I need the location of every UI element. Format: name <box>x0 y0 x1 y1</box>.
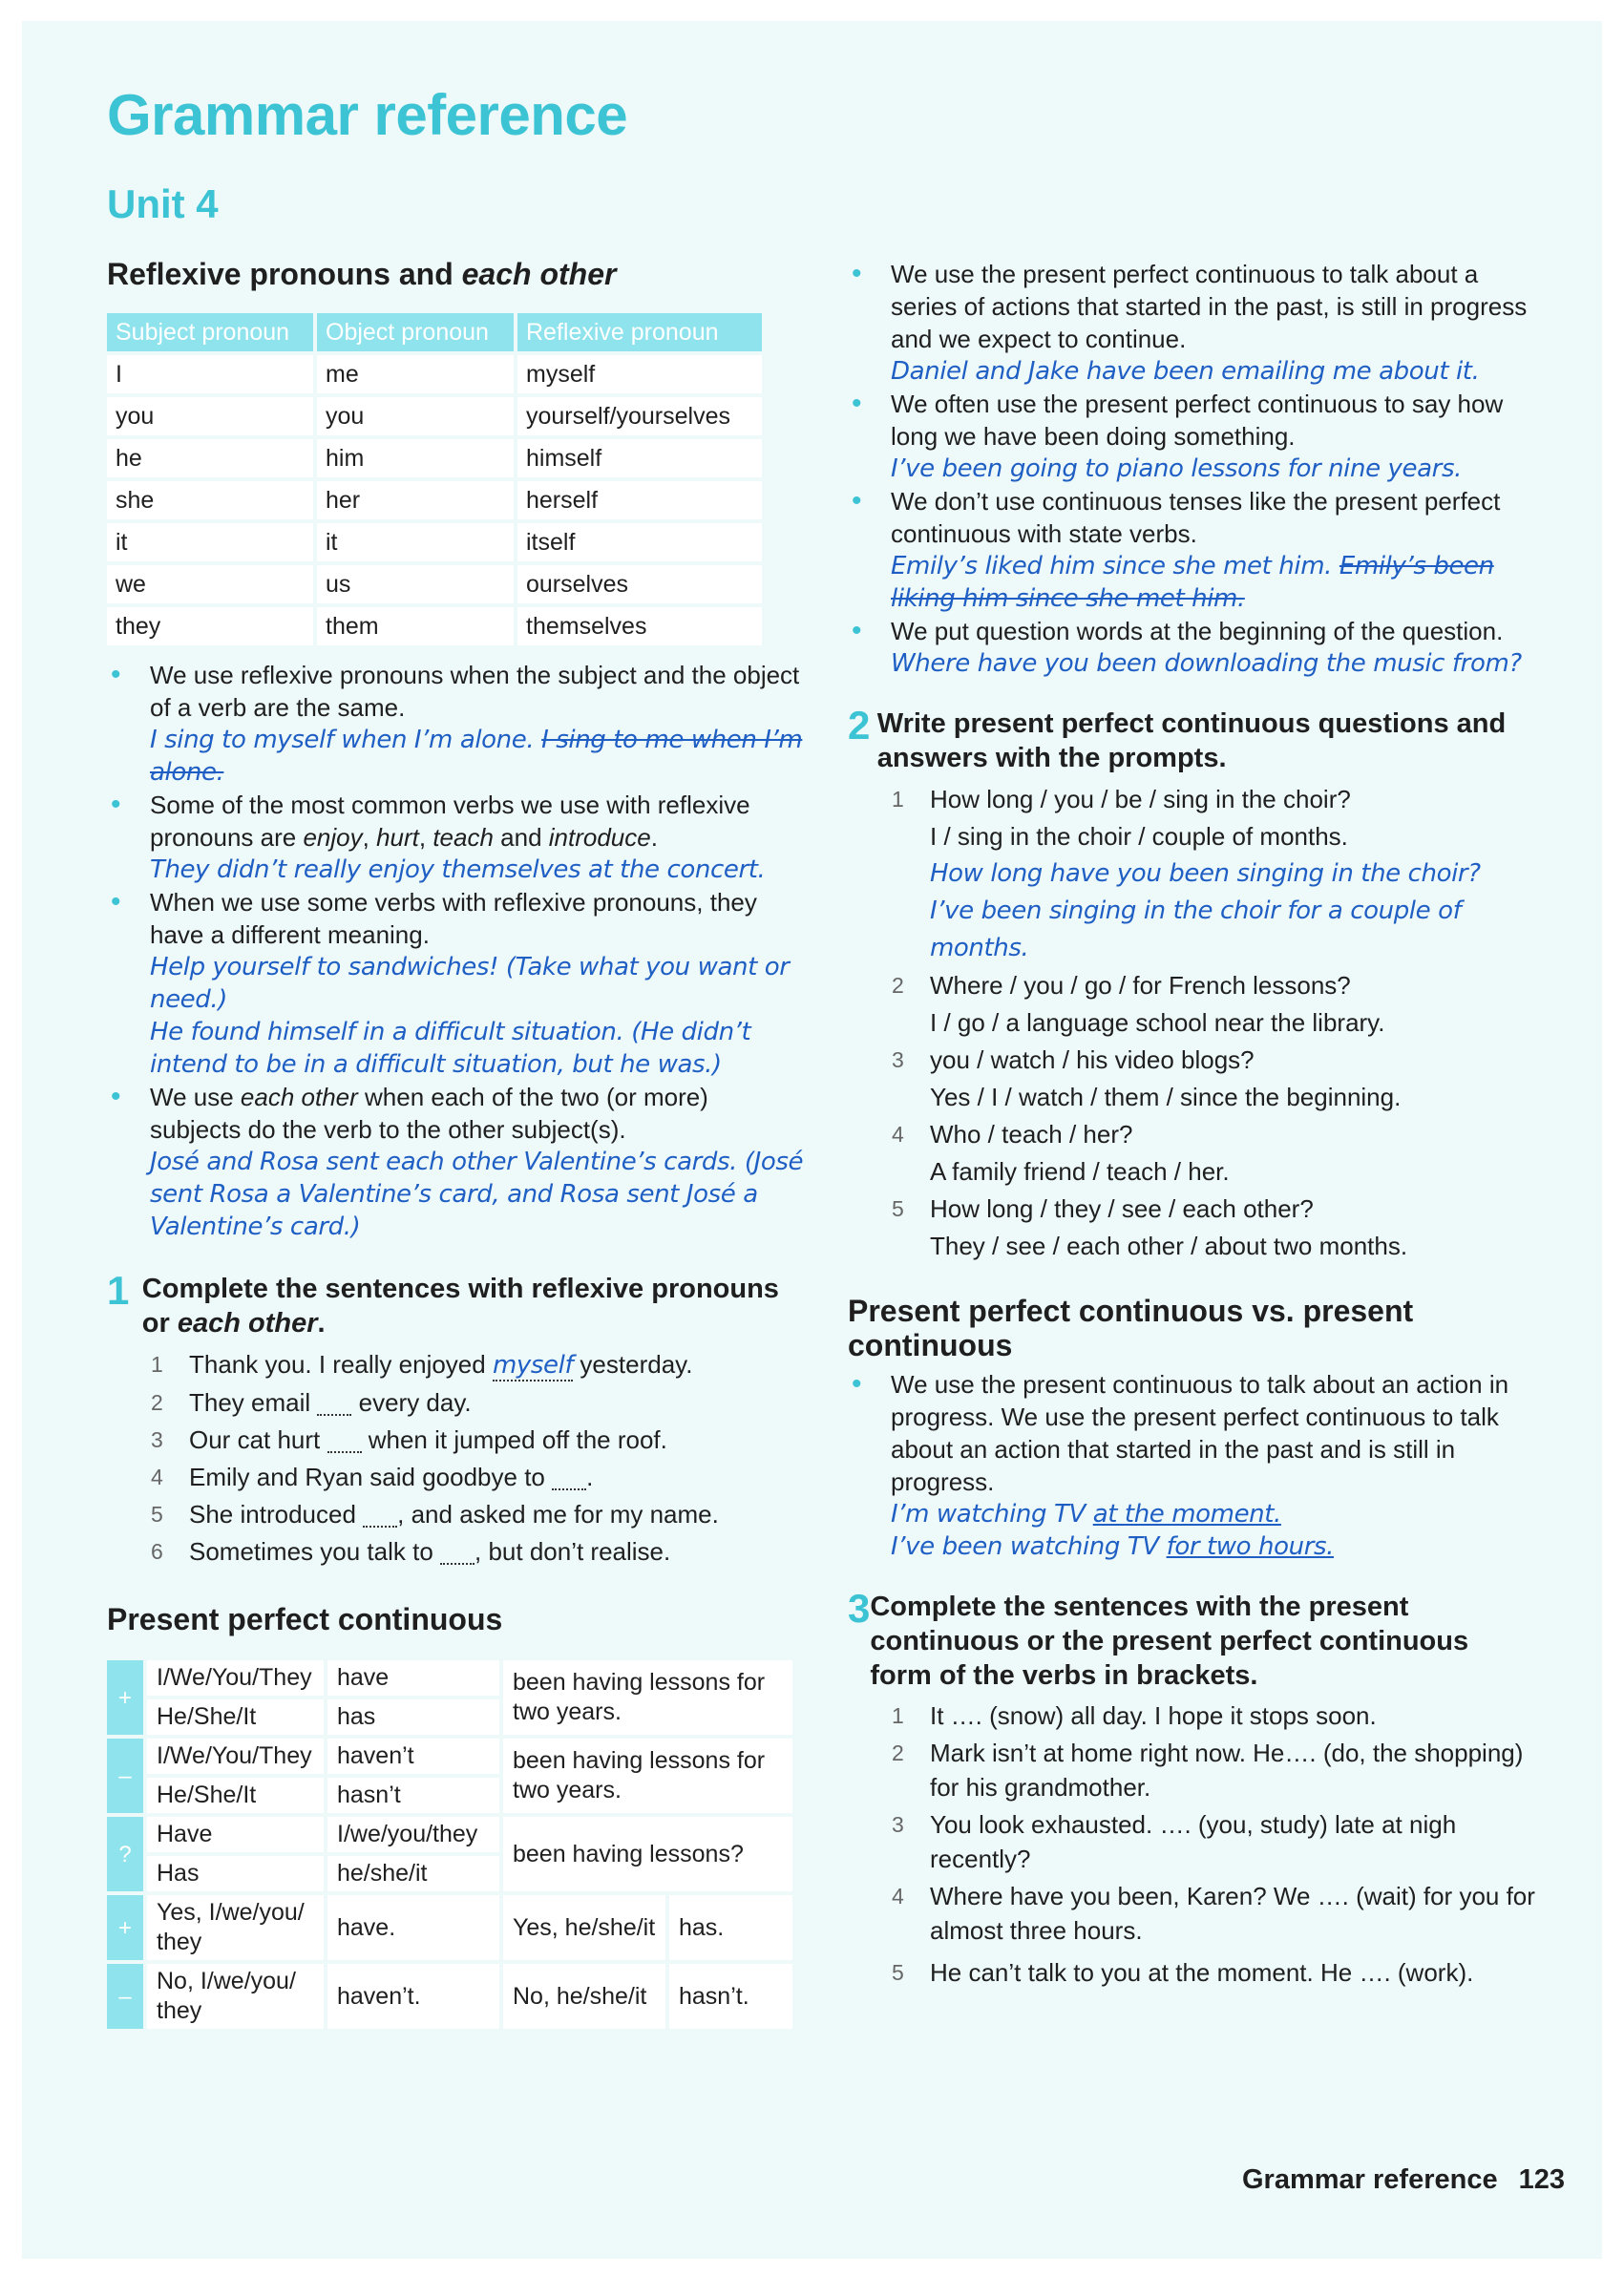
th-object: Object pronoun <box>317 313 514 351</box>
exercise-3-items <box>892 1698 1535 1990</box>
page-number: 123 <box>1518 2164 1565 2195</box>
list-item: 3 you / watch / his video blogs? Yes / I / watch / them / since the beginning. <box>892 1045 1402 1111</box>
list-item: 2 Mark isn’t at home right now. He…. (do, the shopping) for his grandmother. <box>892 1739 1524 1802</box>
exercise-number: 3 <box>848 1586 871 1631</box>
list-item: 3 Our cat hurt when it jumped off the roof. <box>151 1425 667 1454</box>
list-item: 1 Thank you. I really enjoyed myself yesterday. <box>151 1350 693 1380</box>
answer-blank <box>327 1430 362 1453</box>
list-item: • We don’t use continuous tenses like the present perfect continuous with state verbs. Emily’s liked him since she met him. Emily’s been liking him since she met him. <box>848 485 1535 615</box>
list-item: 1 It …. (snow) all day. I hope it stops soon. <box>892 1701 1377 1730</box>
table-row: they them themselves <box>107 607 762 645</box>
page-title: Grammar reference <box>107 83 628 147</box>
list-item: • We often use the present perfect continuous to say how long we have been doing something. I’ve been going to piano lessons for nine years. <box>848 388 1535 485</box>
table-row: + I/We/You/They have been having lessons for two years. <box>107 1660 792 1696</box>
ppc-notes <box>848 258 1535 680</box>
list-item: • We use reflexive pronouns when the subject and the object of a verb are the same. I sing to myself when I’m alone. I sing to me when I’m alone. <box>107 659 804 789</box>
example: José and Rosa sent each other Valentine’s cards. (José sent Rosa a Valentine’s card, and Rosa sent José a Valentine’s card.) <box>150 1148 804 1241</box>
exercise-2-items <box>892 781 1535 1265</box>
list-item: • When we use some verbs with reflexive pronouns, they have a different meaning. Help yourself to sandwiches! (Take what you want or need.) He found himself in a difficult situation. (He didn’t intend to be in a difficult situation, but he was.) <box>107 886 804 1081</box>
example: Where have you been downloading the music from? <box>891 649 1522 678</box>
list-item: 4 Where have you been, Karen? We …. (wait) for you for almost three hours. <box>892 1882 1535 1945</box>
table-row: He/She/It hasn’t <box>107 1778 792 1813</box>
list-item: 6 Sometimes you talk to , but don’t realise. <box>151 1537 671 1566</box>
table-row: we us ourselves <box>107 565 762 603</box>
example: I’ve been watching TV for two hours. <box>891 1532 1335 1561</box>
page-footer <box>1242 2164 1565 2196</box>
example: They didn’t really enjoy themselves at the concert. <box>150 855 766 884</box>
answer-blank <box>552 1467 586 1490</box>
list-item: • We use the present perfect continuous to talk about a series of actions that started in the past, is still in progress and we expect to continue. Daniel and Jake have been emailing me about it. <box>848 258 1535 388</box>
unit-heading: Unit 4 <box>107 181 219 226</box>
incorrect-example: I sing to me when I’m alone. <box>150 726 803 787</box>
example: He found himself in a difficult situation. (He didn’t intend to be in a difficult situation, but he was.) <box>150 1018 751 1079</box>
table-row: she her herself <box>107 481 762 519</box>
exercise-1-items <box>151 1346 804 1571</box>
affirmative-symbol: + <box>107 1660 143 1735</box>
question-symbol: ? <box>107 1817 143 1891</box>
answer-blank <box>363 1505 397 1528</box>
table-row: I me myself <box>107 355 762 393</box>
list-item: 2 They email every day. <box>151 1388 472 1417</box>
incorrect-example: Emily’s been liking him since she met him. <box>891 552 1494 613</box>
exercise-1 <box>107 1268 804 1340</box>
table-row: Has he/she/it <box>107 1856 792 1891</box>
answer-blank <box>440 1542 475 1565</box>
table-row: ? Have I/we/you/they been having lessons? <box>107 1817 792 1852</box>
example: Help yourself to sandwiches! (Take what you want or need.) <box>150 953 790 1014</box>
answer-blank: myself <box>492 1351 574 1380</box>
th-subject: Subject pronoun <box>107 313 313 351</box>
vs-heading: Present perfect continuous vs. present continuous <box>848 1294 1414 1362</box>
left-column <box>107 258 804 2033</box>
list-item: • We use the present continuous to talk about an action in progress. We use the present perfect continuous to talk about an action that started in the past and is still in progress. I’m watching TV at the moment. I’ve been watching TV for two hours. <box>848 1368 1535 1563</box>
negative-symbol: – <box>107 1739 143 1813</box>
short-answer-no-symbol: – <box>107 1964 143 2029</box>
list-item: 3 You look exhausted. …. (you, study) late at nigh recently? <box>892 1810 1457 1873</box>
th-reflexive: Reflexive pronoun <box>517 313 762 351</box>
exercise-3 <box>848 1586 1535 1693</box>
pronoun-table <box>103 309 766 649</box>
exercise-instruction: Write present perfect continuous questions and answers with the prompts. <box>876 708 1507 773</box>
short-answer-yes-symbol: + <box>107 1895 143 1960</box>
list-item: • We use each other when each of the two (or more) subjects do the verb to the other subject(s). José and Rosa sent each other Valentine’s cards. (José sent Rosa a Valentine’s card, and Rosa sent José a Valentine’s card.) <box>107 1081 804 1243</box>
exercise-number: 1 <box>107 1268 130 1313</box>
list-item: 4 Who / teach / her? A family friend / teach / her. <box>892 1120 1230 1186</box>
example: I’ve been singing in the choir for a couple of months. <box>930 896 1462 962</box>
example: Daniel and Jake have been emailing me about it. <box>891 357 1480 386</box>
list-item: 2 Where / you / go / for French lessons? I / go / a language school near the library. <box>892 971 1385 1037</box>
example: How long have you been singing in the choir? <box>930 859 1481 888</box>
list-item: • We put question words at the beginning of the question. Where have you been downloading the music from? <box>848 615 1535 680</box>
vs-notes <box>848 1368 1535 1563</box>
example: I’ve been going to piano lessons for nine years. <box>891 454 1462 483</box>
table-row: + Yes, I/we/you/ they have. Yes, he/she/it has. <box>107 1895 792 1960</box>
exercise-number: 2 <box>848 703 871 748</box>
table-row: it it itself <box>107 523 762 561</box>
table-row: – No, I/we/you/ they haven’t. No, he/she/it hasn’t. <box>107 1964 792 2029</box>
list-item: 1 How long / you / be / sing in the choir? I / sing in the choir / couple of months. How long have you been singing in the choir? I’ve been singing in the choir for a couple of months. <box>892 781 1535 967</box>
reflexive-heading: Reflexive pronouns and each other <box>107 257 617 291</box>
table-row: He/She/It has <box>107 1699 792 1735</box>
footer-label: Grammar reference <box>1242 2164 1498 2195</box>
table-row: he him himself <box>107 439 762 477</box>
list-item: 5 How long / they / see / each other? They / see / each other / about two months. <box>892 1194 1408 1260</box>
exercise-instruction: Complete the sentences with the present continuous or the present perfect continuous form of the verbs in brackets. <box>870 1592 1469 1691</box>
list-item: 4 Emily and Ryan said goodbye to . <box>151 1463 594 1491</box>
list-item: 5 He can’t talk to you at the moment. He …. (work). <box>892 1958 1474 1987</box>
table-row: – I/We/You/They haven’t been having lessons for two years. <box>107 1739 792 1774</box>
exercise-instruction: Complete the sentences with reflexive pronouns or each other. <box>141 1274 779 1339</box>
example: I’m watching TV at the moment. <box>891 1500 1281 1529</box>
list-item: • Some of the most common verbs we use with reflexive pronouns are enjoy, hurt, teach and introduce. They didn’t really enjoy themselves at the concert. <box>107 789 804 886</box>
example: I sing to myself when I’m alone. I sing to me when I’m alone. <box>150 726 803 787</box>
exercise-2 <box>848 703 1535 775</box>
answer-blank <box>317 1393 351 1416</box>
example: Emily’s liked him since she met him. Emily’s been liking him since she met him. <box>891 552 1494 613</box>
ppc-heading: Present perfect continuous <box>107 1602 503 1636</box>
table-row: you you yourself/yourselves <box>107 397 762 435</box>
list-item: 5 She introduced , and asked me for my name. <box>151 1500 719 1529</box>
reflexive-notes <box>107 659 804 1243</box>
ppc-table <box>103 1656 796 2033</box>
right-column <box>848 258 1535 1990</box>
